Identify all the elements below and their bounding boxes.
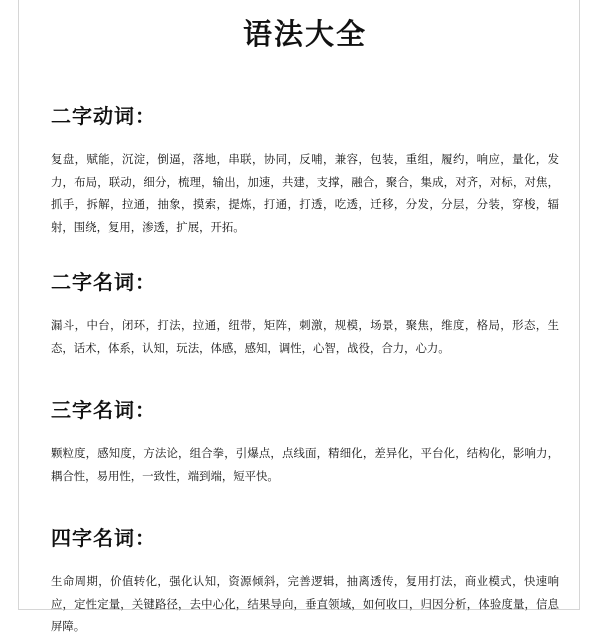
- section-four-char-nouns: [51, 524, 559, 638]
- section-two-char-nouns: [51, 268, 559, 359]
- section-heading: 四字名词：: [51, 526, 156, 550]
- document-page: [18, 0, 580, 633]
- section-body: 颗粒度，感知度，方法论，组合拳，引爆点，点线面，精细化，差异化，平台化，结构化，影响力，耦合性，易用性，一致性，端到端，短平快。: [51, 446, 559, 483]
- section-two-char-verbs: [51, 102, 559, 238]
- section-heading: 二字动词：: [51, 104, 156, 128]
- section-body: 复盘，赋能，沉淀，倒逼，落地，串联，协同，反哺，兼容，包装，重组，履约，响应，量化，发力，布局，联动，细分，梳理，输出，加速，共建，支撑，融合，聚合，集成，对齐，对标，对焦，抓手，拆解，拉通，抽象，摸索，提炼，打通，打透，吃透，迁移，分发，分层，分装，穿梭，辐射，围绕，复用，渗透，扩展，开拓。: [51, 152, 559, 234]
- section-three-char-nouns: [51, 396, 559, 487]
- section-heading: 三字名词：: [51, 398, 156, 422]
- section-body: 漏斗，中台，闭环，打法，拉通，纽带，矩阵，刺激，规模，场景，聚焦，维度，格局，形态，生态，话术，体系，认知，玩法，体感，感知，调性，心智，战役，合力，心力。: [51, 318, 559, 355]
- document-title: 语法大全: [242, 17, 367, 51]
- section-heading: 二字名词：: [51, 270, 156, 294]
- section-body: 生命周期，价值转化，强化认知，资源倾斜，完善逻辑，抽离透传，复用打法，商业模式，快速响应，定性定量，关键路径，去中心化，结果导向，垂直领域，如何收口，归因分析，体验度量，信息屏障。: [51, 574, 559, 633]
